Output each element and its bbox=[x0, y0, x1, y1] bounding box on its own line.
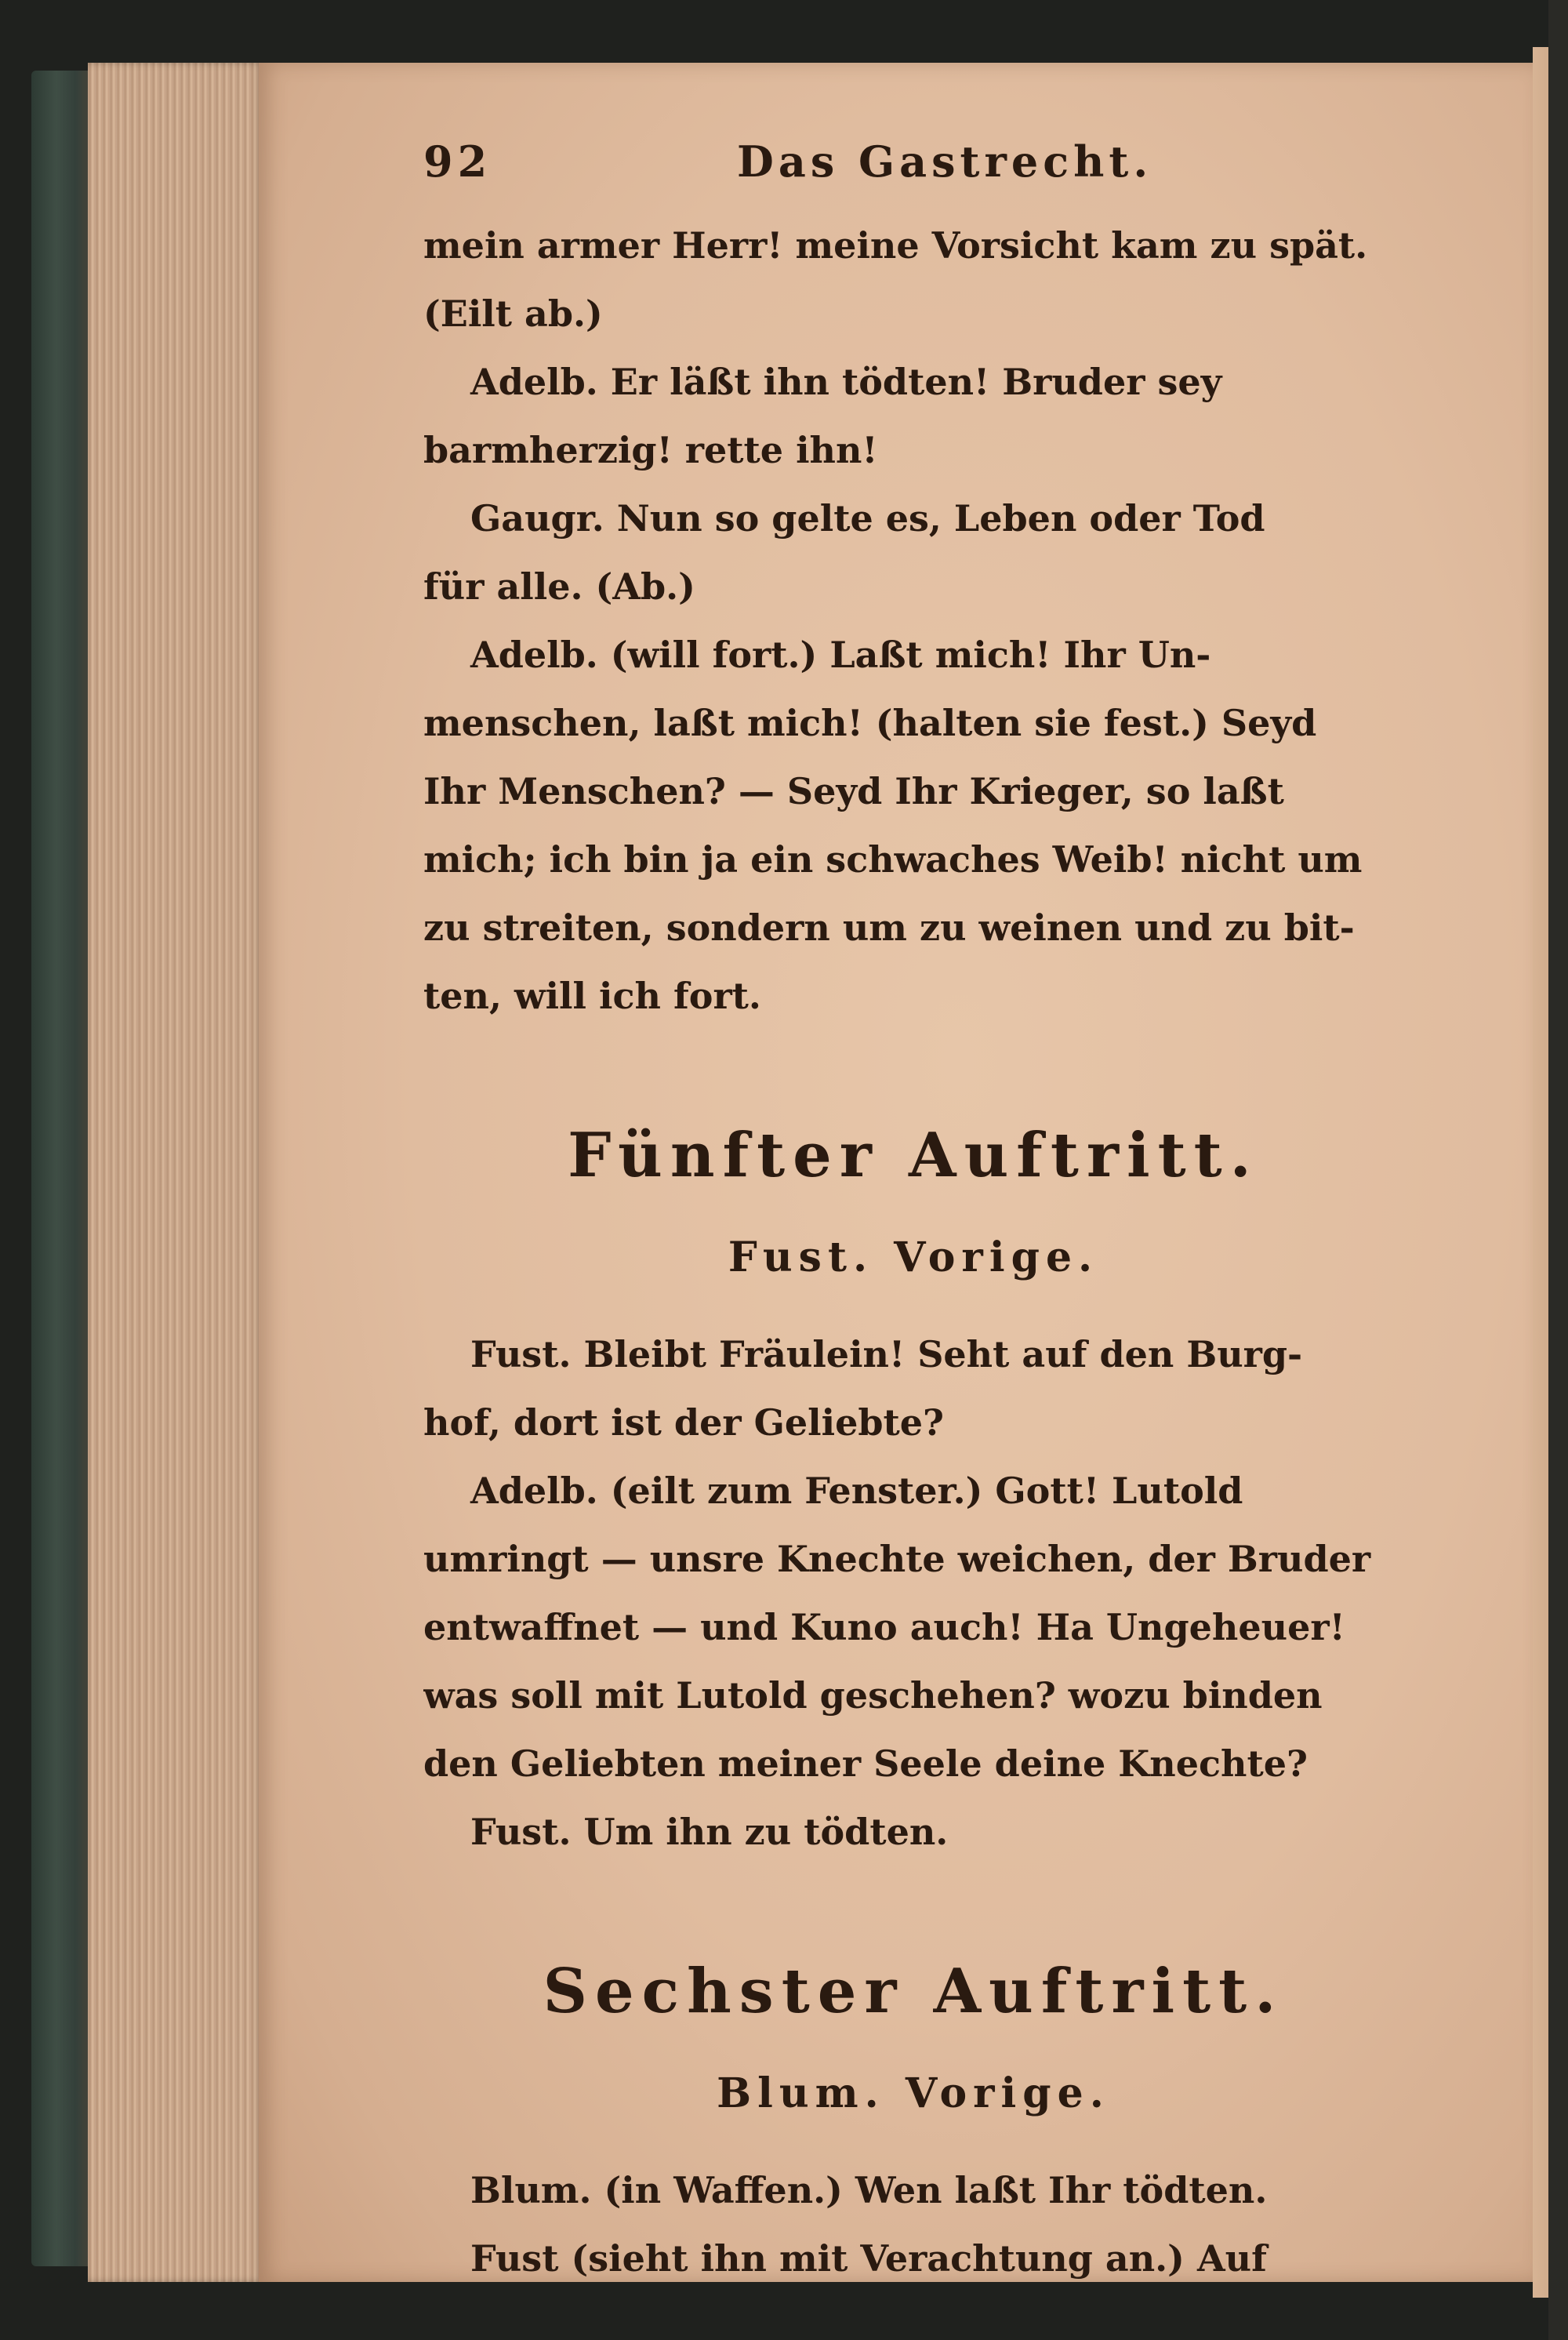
text-line: hof, dort ist der Geliebte? bbox=[423, 1401, 944, 1444]
text-line: für alle. (Ab.) bbox=[423, 565, 695, 608]
text-line: zu streiten, sondern um zu weinen und zu bit- bbox=[423, 907, 1355, 949]
text-line: entwaffnet — und Kuno auch! Ha Ungeheuer! bbox=[423, 1606, 1345, 1648]
page-text bbox=[423, 125, 1403, 2293]
text-line: Gaugr. Nun so gelte es, Leben oder Tod bbox=[470, 497, 1265, 540]
text-line: Fust. Bleibt Fräulein! Seht auf den Burg- bbox=[470, 1333, 1303, 1375]
text-line: Fust (sieht ihn mit Verachtung an.) Auf bbox=[470, 2237, 1267, 2280]
text-line: (Eilt ab.) bbox=[423, 292, 603, 335]
page-header bbox=[423, 125, 1403, 212]
text-line: mich; ich bin ja ein schwaches Weib! nicht um bbox=[423, 838, 1363, 881]
text-line: Adelb. (will fort.) Laßt mich! Ihr Un- bbox=[470, 634, 1211, 676]
scene-persons-6: Blum. Vorige. bbox=[717, 2069, 1110, 2117]
text-line: was soll mit Lutold geschehen? wozu binden bbox=[423, 1674, 1323, 1717]
page-stack bbox=[88, 63, 264, 2282]
page-number: 92 bbox=[423, 136, 492, 187]
book-cover bbox=[31, 71, 94, 2266]
text-line: Adelb. Er läßt ihn tödten! Bruder sey bbox=[470, 361, 1222, 403]
dialogue-block-3 bbox=[423, 2157, 1403, 2293]
text-line: Adelb. (eilt zum Fenster.) Gott! Lutold bbox=[470, 1470, 1243, 1512]
text-line: ten, will ich fort. bbox=[423, 975, 761, 1017]
scene-heading-5: Fünfter Auftritt. bbox=[568, 1120, 1259, 1191]
text-line: mein armer Herr! meine Vorsicht kam zu spät. bbox=[423, 224, 1368, 267]
scene-heading-6: Sechster Auftritt. bbox=[543, 1956, 1284, 2027]
text-line: umringt — unsre Knechte weichen, der Bruder bbox=[423, 1538, 1371, 1580]
scene-persons-5: Fust. Vorige. bbox=[728, 1234, 1099, 1281]
dialogue-block-2 bbox=[423, 1321, 1403, 1866]
dialogue-block-1 bbox=[423, 212, 1403, 1030]
text-line: menschen, laßt mich! (halten sie fest.) Seyd bbox=[423, 702, 1317, 744]
text-line: Blum. (in Waffen.) Wen laßt Ihr tödten. bbox=[470, 2169, 1268, 2211]
text-line: Ihr Menschen? — Seyd Ihr Krieger, so laßt bbox=[423, 770, 1284, 812]
running-title: Das Gastrecht. bbox=[737, 136, 1153, 187]
text-line: Fust. Um ihn zu tödten. bbox=[470, 1811, 949, 1853]
background bbox=[1548, 0, 1568, 2340]
text-line: den Geliebten meiner Seele deine Knechte? bbox=[423, 1742, 1308, 1785]
text-line: barmherzig! rette ihn! bbox=[423, 429, 878, 471]
